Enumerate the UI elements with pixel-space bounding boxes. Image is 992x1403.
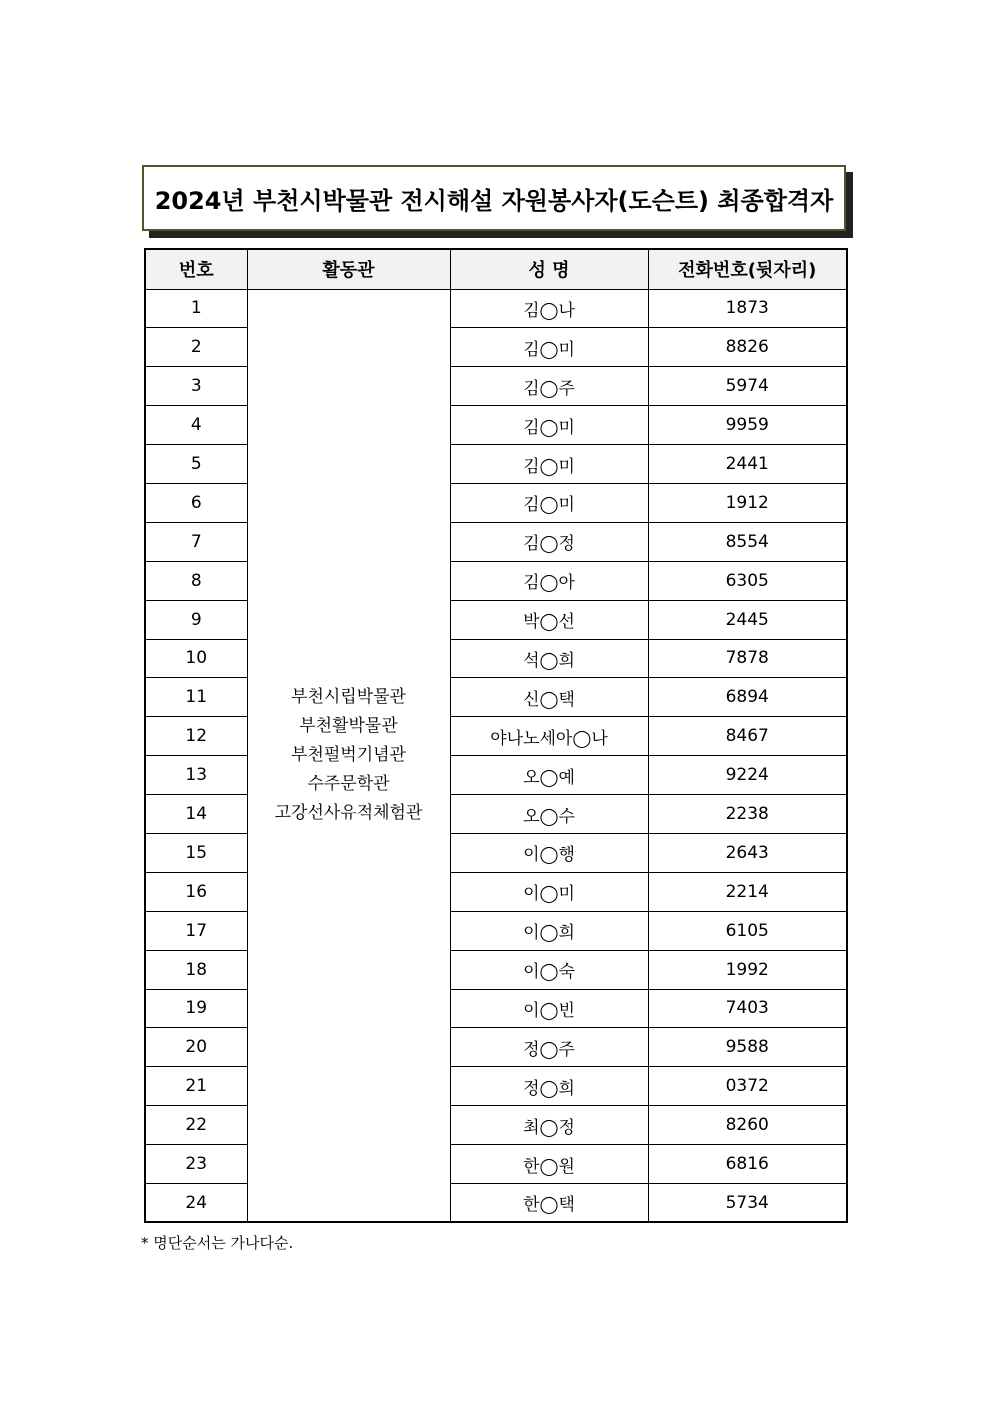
- row-phone: 8260: [648, 1106, 847, 1145]
- row-name: 석◯희: [450, 639, 648, 678]
- header-name: 성 명: [450, 249, 648, 289]
- header-phone: 전화번호(뒷자리): [648, 249, 847, 289]
- row-phone: 7403: [648, 989, 847, 1028]
- venue-name: 수주문학관: [307, 773, 390, 794]
- row-name: 이◯희: [450, 911, 648, 950]
- row-number: 10: [145, 639, 247, 678]
- row-number: 15: [145, 833, 247, 872]
- venue-name: 부천시립박물관: [291, 686, 406, 707]
- row-number: 2: [145, 328, 247, 367]
- row-number: 5: [145, 445, 247, 484]
- row-number: 24: [145, 1183, 247, 1222]
- row-name: 김◯미: [450, 406, 648, 445]
- row-name: 김◯미: [450, 483, 648, 522]
- row-name: 김◯미: [450, 445, 648, 484]
- venue-name: 부천활박물관: [299, 715, 398, 736]
- row-phone: 9588: [648, 1028, 847, 1067]
- row-name: 오◯예: [450, 756, 648, 795]
- row-name: 정◯주: [450, 1028, 648, 1067]
- row-name: 김◯미: [450, 328, 648, 367]
- venue-name: 부천펄벅기념관: [291, 744, 406, 765]
- row-number: 6: [145, 483, 247, 522]
- row-name: 최◯정: [450, 1106, 648, 1145]
- row-phone: 1873: [648, 289, 847, 328]
- row-phone: 2214: [648, 872, 847, 911]
- row-phone: 2238: [648, 795, 847, 834]
- row-phone: 7878: [648, 639, 847, 678]
- row-number: 1: [145, 289, 247, 328]
- row-number: 12: [145, 717, 247, 756]
- row-number: 7: [145, 522, 247, 561]
- header-row: [145, 249, 847, 289]
- row-phone: 2643: [648, 833, 847, 872]
- venue-cell: [247, 289, 450, 1222]
- row-number: 8: [145, 561, 247, 600]
- row-number: 4: [145, 406, 247, 445]
- row-phone: 2445: [648, 600, 847, 639]
- row-name: 김◯아: [450, 561, 648, 600]
- header-venue: 활동관: [247, 249, 450, 289]
- row-number: 9: [145, 600, 247, 639]
- row-number: 3: [145, 367, 247, 406]
- row-name: 신◯택: [450, 678, 648, 717]
- row-name: 이◯빈: [450, 989, 648, 1028]
- row-number: 17: [145, 911, 247, 950]
- row-phone: 8467: [648, 717, 847, 756]
- row-number: 18: [145, 950, 247, 989]
- row-number: 19: [145, 989, 247, 1028]
- row-number: 20: [145, 1028, 247, 1067]
- row-phone: 5974: [648, 367, 847, 406]
- venue-name: 고강선사유적체험관: [274, 802, 423, 823]
- row-phone: 6105: [648, 911, 847, 950]
- row-number: 11: [145, 678, 247, 717]
- roster-table: [144, 248, 848, 1223]
- row-name: 오◯수: [450, 795, 648, 834]
- row-phone: 8826: [648, 328, 847, 367]
- title-box: [142, 165, 846, 231]
- row-name: 김◯정: [450, 522, 648, 561]
- header-number: 번호: [145, 249, 247, 289]
- row-name: 한◯택: [450, 1183, 648, 1222]
- row-name: 김◯주: [450, 367, 648, 406]
- row-phone: 8554: [648, 522, 847, 561]
- row-phone: 9959: [648, 406, 847, 445]
- row-number: 14: [145, 795, 247, 834]
- row-name: 야나노세아◯나: [450, 717, 648, 756]
- row-phone: 5734: [648, 1183, 847, 1222]
- row-name: 한◯원: [450, 1145, 648, 1184]
- row-phone: 6894: [648, 678, 847, 717]
- row-name: 정◯희: [450, 1067, 648, 1106]
- row-phone: 1992: [648, 950, 847, 989]
- row-phone: 6816: [648, 1145, 847, 1184]
- row-name: 이◯행: [450, 833, 648, 872]
- table-row: [145, 289, 847, 328]
- row-phone: 0372: [648, 1067, 847, 1106]
- row-name: 김◯나: [450, 289, 648, 328]
- row-phone: 6305: [648, 561, 847, 600]
- row-number: 21: [145, 1067, 247, 1106]
- row-phone: 2441: [648, 445, 847, 484]
- footnote: * 명단순서는 가나다순.: [141, 1234, 294, 1252]
- row-name: 박◯선: [450, 600, 648, 639]
- row-number: 16: [145, 872, 247, 911]
- row-phone: 1912: [648, 483, 847, 522]
- row-name: 이◯미: [450, 872, 648, 911]
- row-phone: 9224: [648, 756, 847, 795]
- page-title: 2024년 부천시박물관 전시해설 자원봉사자(도슨트) 최종합격자: [154, 186, 834, 215]
- row-number: 13: [145, 756, 247, 795]
- row-name: 이◯숙: [450, 950, 648, 989]
- row-number: 23: [145, 1145, 247, 1184]
- row-number: 22: [145, 1106, 247, 1145]
